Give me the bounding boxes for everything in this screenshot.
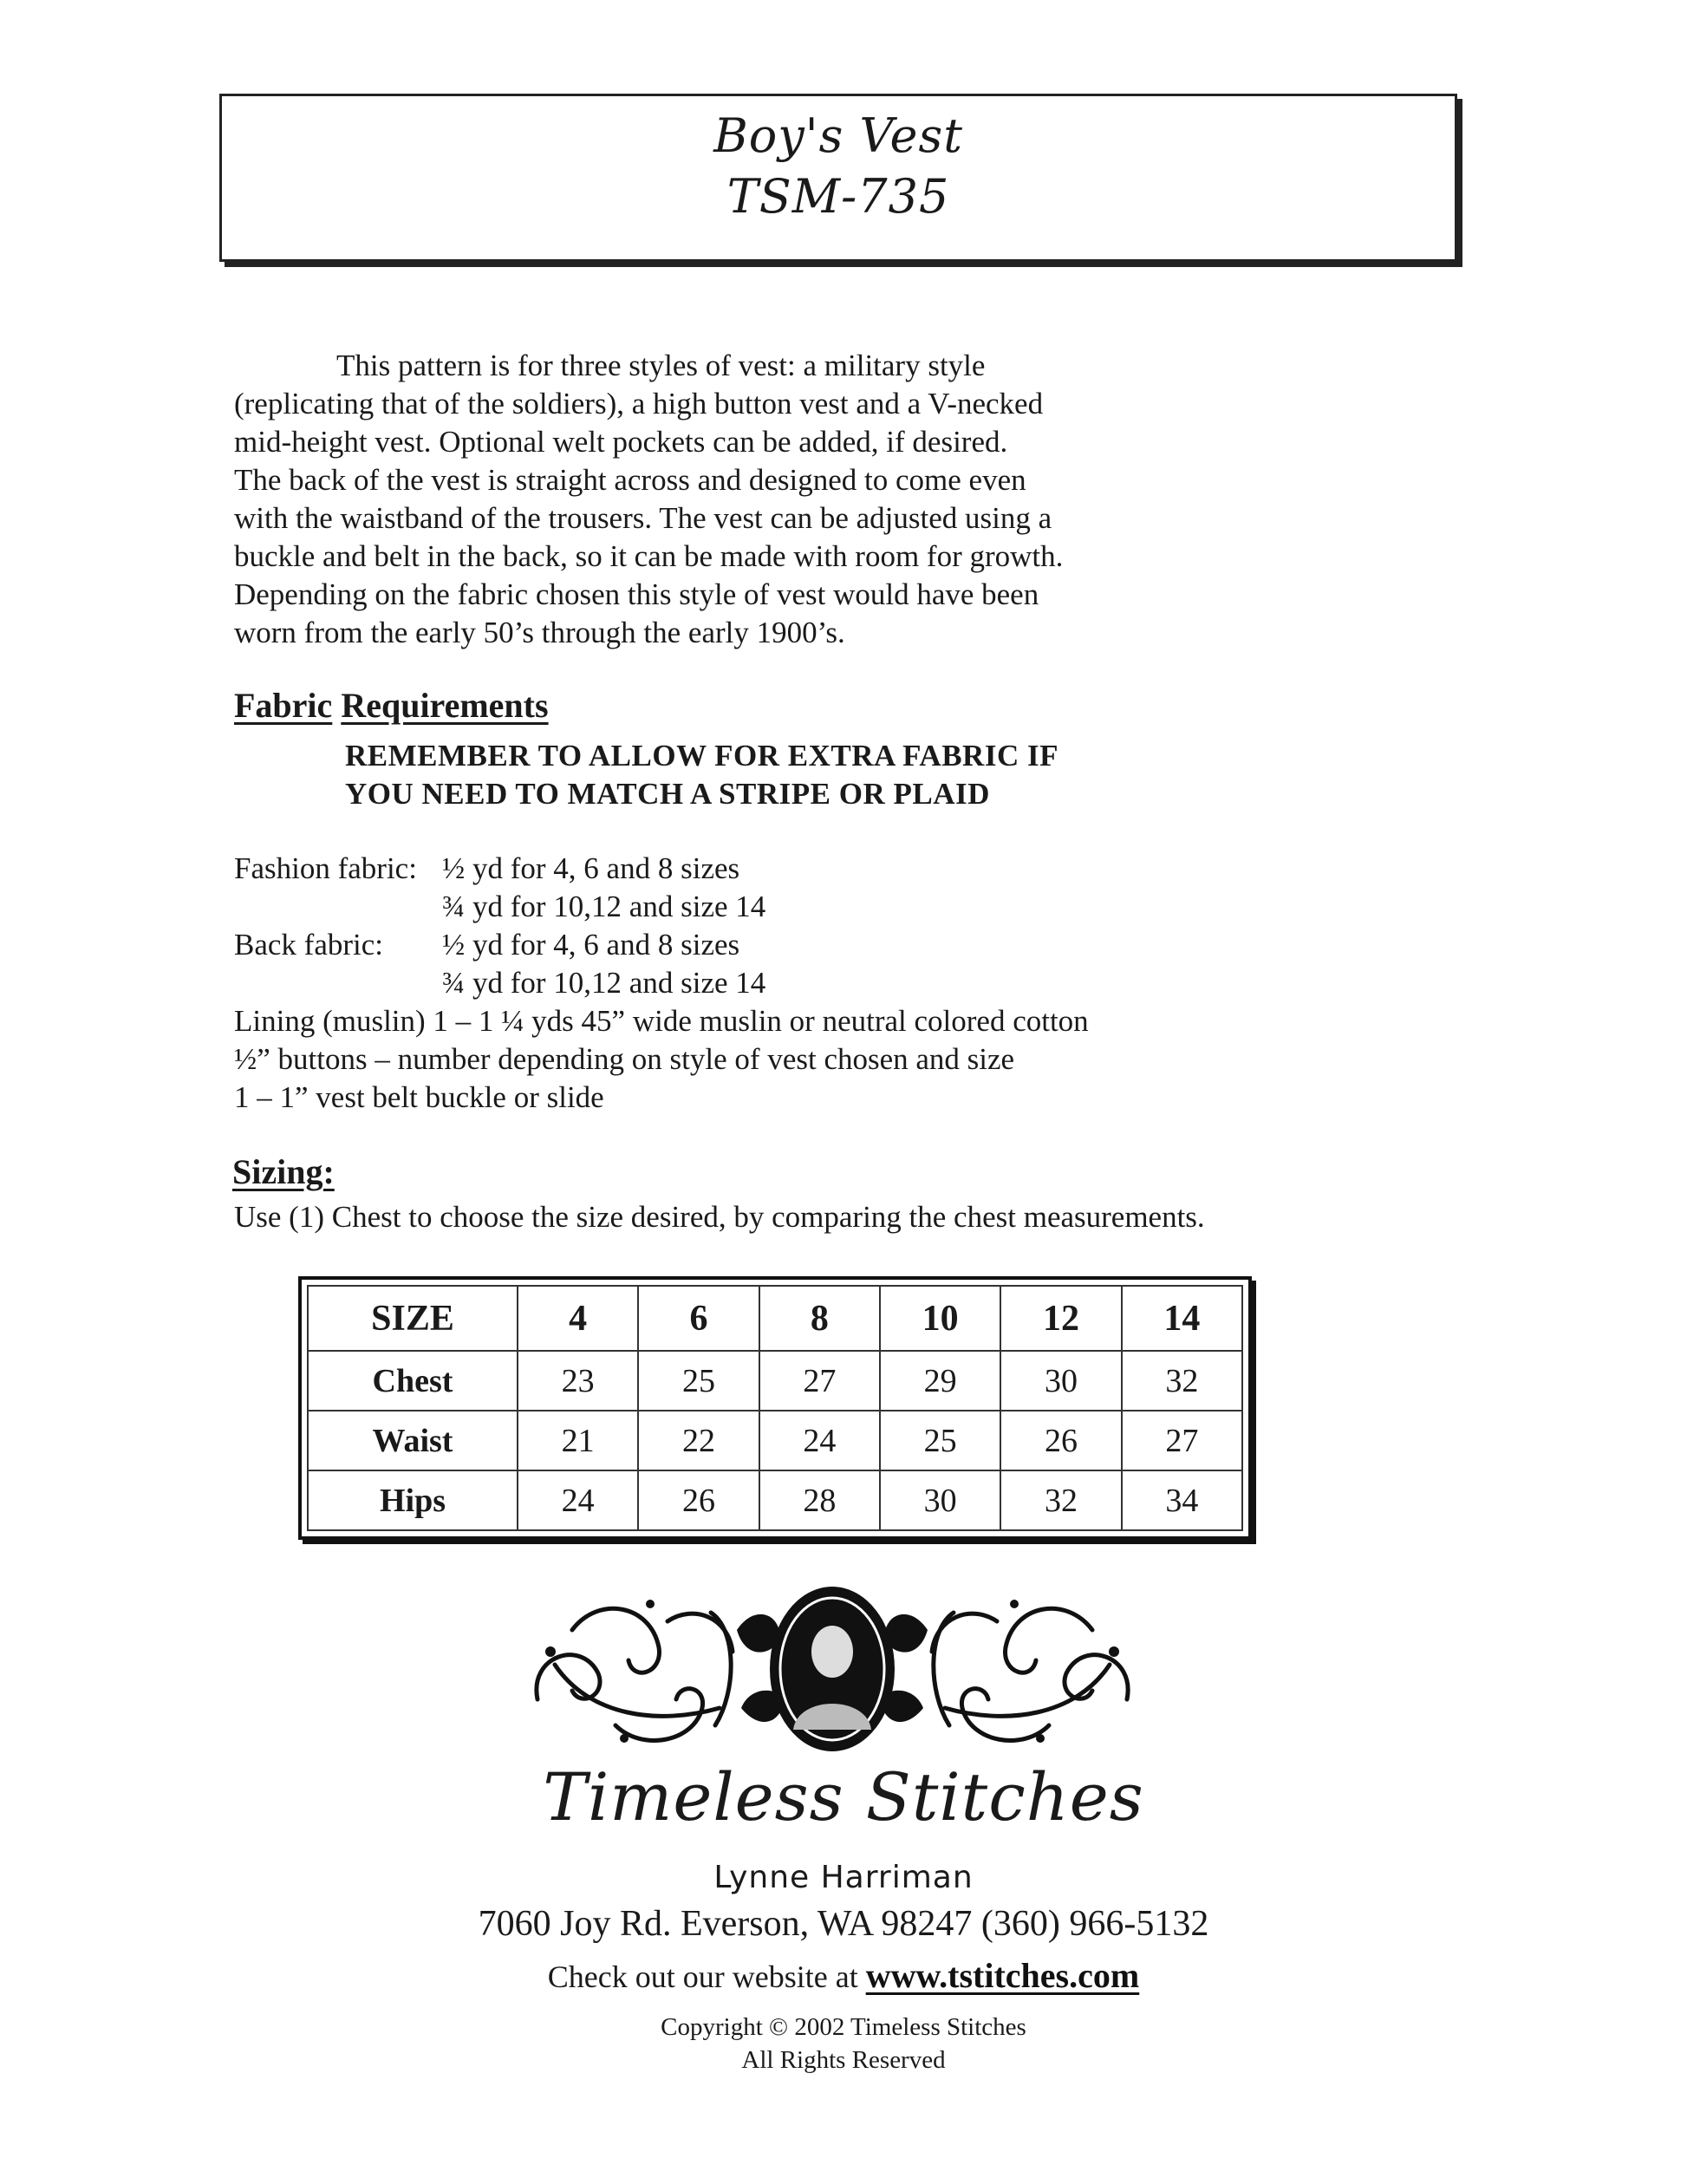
size-header-cell: 6	[638, 1286, 759, 1351]
title-box	[219, 94, 1457, 262]
table-row	[308, 1351, 1242, 1411]
row-label: Hips	[308, 1470, 518, 1530]
brand-name: Timeless Stitches	[543, 1758, 1144, 1835]
sizing-heading-text: Sizing:	[232, 1152, 335, 1191]
logo-ornament-icon	[520, 1578, 1144, 1760]
table-cell: 27	[1122, 1411, 1242, 1470]
back-fabric-amount: ¾ yd for 10,12 and size 14	[442, 966, 766, 1000]
table-cell: 23	[518, 1351, 638, 1411]
table-cell: 34	[1122, 1470, 1242, 1530]
table-cell: 24	[518, 1470, 638, 1530]
intro-line: with the waistband of the trousers. The vest can be adjusted using a	[234, 501, 1052, 535]
table-cell: 25	[880, 1411, 1000, 1470]
back-fabric-amount: ½ yd for 4, 6 and 8 sizes	[442, 928, 740, 962]
fashion-fabric-amount: ¾ yd for 10,12 and size 14	[442, 890, 766, 923]
fashion-fabric-amount: ½ yd for 4, 6 and 8 sizes	[442, 851, 740, 885]
reminder-line: REMEMBER TO ALLOW FOR EXTRA FABRIC IF	[345, 739, 1058, 773]
rights-text: All Rights Reserved	[741, 2046, 946, 2074]
buckle-line: 1 – 1” vest belt buckle or slide	[234, 1080, 604, 1114]
table-cell: 22	[638, 1411, 759, 1470]
table-cell: 27	[759, 1351, 880, 1411]
table-cell: 25	[638, 1351, 759, 1411]
size-header-cell: 8	[759, 1286, 880, 1351]
size-header-cell: 12	[1000, 1286, 1121, 1351]
table-cell: 26	[638, 1470, 759, 1530]
size-table	[307, 1285, 1243, 1531]
buttons-line: ½” buttons – number depending on style of vest chosen and size	[234, 1042, 1015, 1076]
table-cell: 29	[880, 1351, 1000, 1411]
size-header-cell: 4	[518, 1286, 638, 1351]
table-cell: 32	[1000, 1470, 1121, 1530]
sizing-heading	[232, 1151, 335, 1192]
pattern-title: Boy's Vest	[713, 108, 963, 163]
table-cell: 24	[759, 1411, 880, 1470]
table-cell: 28	[759, 1470, 880, 1530]
row-label: Waist	[308, 1411, 518, 1470]
fabric-heading-word: Requirements	[341, 686, 549, 725]
intro-line: worn from the early 50’s through the early 1900’s.	[234, 616, 845, 649]
size-header-cell: 10	[880, 1286, 1000, 1351]
pattern-number: TSM-735	[726, 169, 950, 224]
fashion-fabric-label: Fashion fabric:	[234, 851, 417, 885]
website-line	[0, 1955, 1687, 1996]
reminder-line: YOU NEED TO MATCH A STRIPE OR PLAID	[345, 777, 990, 811]
table-cell: 30	[1000, 1351, 1121, 1411]
table-cell: 30	[880, 1470, 1000, 1530]
table-cell: 32	[1122, 1351, 1242, 1411]
lining-line: Lining (muslin) 1 – 1 ¼ yds 45” wide muslin or neutral colored cotton	[234, 1004, 1089, 1038]
size-chart-table	[298, 1276, 1252, 1540]
fabric-heading-word: Fabric	[234, 686, 333, 725]
table-cell: 26	[1000, 1411, 1121, 1470]
size-header-cell: 14	[1122, 1286, 1242, 1351]
table-row	[308, 1470, 1242, 1530]
website-prefix: Check out our website at	[547, 1959, 866, 1994]
intro-line: Depending on the fabric chosen this style of vest would have been	[234, 577, 1039, 611]
intro-line: buckle and belt in the back, so it can be made with room for growth.	[234, 539, 1064, 573]
table-cell: 21	[518, 1411, 638, 1470]
intro-line: This pattern is for three styles of vest: a military style	[336, 349, 986, 382]
owner-name: Lynne Harriman	[713, 1860, 974, 1895]
intro-line: mid-height vest. Optional welt pockets can be added, if desired.	[234, 425, 1008, 459]
website-link[interactable]: www.tstitches.com	[865, 1956, 1140, 1995]
intro-line: (replicating that of the soldiers), a high button vest and a V-necked	[234, 387, 1044, 421]
intro-line: The back of the vest is straight across and designed to come even	[234, 463, 1026, 497]
table-header-cell: SIZE	[308, 1286, 518, 1351]
address-line: 7060 Joy Rd. Everson, WA 98247 (360) 966-5132	[478, 1904, 1209, 1944]
row-label: Chest	[308, 1351, 518, 1411]
sizing-instruction: Use (1) Chest to choose the size desired, by comparing the chest measurements.	[234, 1200, 1205, 1234]
fabric-heading	[234, 685, 549, 726]
back-fabric-label: Back fabric:	[234, 928, 383, 962]
table-header-row	[308, 1286, 1242, 1351]
table-row	[308, 1411, 1242, 1470]
copyright-text: Copyright © 2002 Timeless Stitches	[661, 2013, 1026, 2041]
